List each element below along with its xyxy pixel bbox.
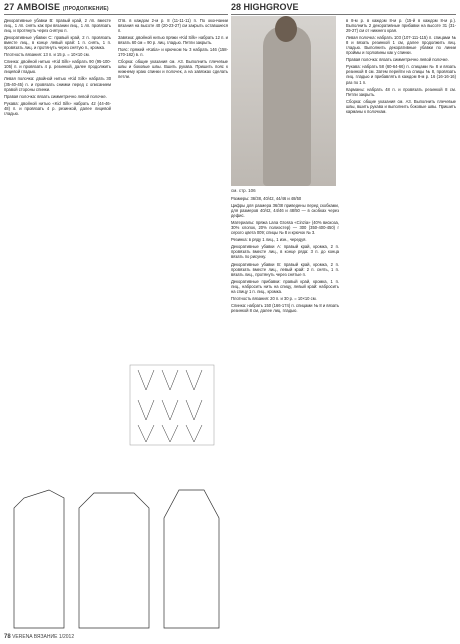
text-column-4 [346, 18, 456, 628]
paragraph: Левая полочка: набрать 103 (107-111-115) п. спицами № 8 и вязать резинкой 1 см, далее продолжить лиц. гладью. Выполнить декоративные убавки по линии проймы и горловины как у спинки. [346, 35, 456, 56]
paragraph: Завязка: двойной нитью пряжи «Kid Silk» набрать 12 п. и вязать 60 см = 90 р. лиц. гладью. Петли закрыть. [118, 35, 228, 46]
pattern-number: 27 [4, 2, 15, 12]
pattern-title: AMBOISE [16, 2, 61, 12]
paragraph: Плотность вязания: 20 п. и 30 р. = 10×10 см. [231, 295, 317, 301]
paragraph: Спинка: набрать 150 (166-174) п. спицами № 8 и вязать резинкой 8 см, далее лиц. гладью. [231, 302, 339, 313]
pattern-number-28: 28 [231, 2, 242, 12]
paragraph: в 8-м р. в каждом 8-м р. (15-й в каждом 8-м р.). Выполнить 2 декоративные прибавки на высоте 31 (31-29-27) см от нижнего края. [346, 18, 456, 34]
paragraph: Плотность вязания: 13 п. и 15 р. = 10×10 см. [4, 52, 90, 58]
pattern-title-28: HIGHGROVE [243, 2, 299, 12]
paragraph: Декоративные убавки В: правый край, кромка, 2 п. провязать вместе лиц., левый край: 2 п. снять, 1 п. вязать лиц., протянуть через снятые п. [231, 261, 339, 277]
paragraph: Цифры для размера 36/38 приведены перед скобками, для размеров 40/42, 44/46 и 48/50 — в скобках через дефис. [231, 203, 339, 219]
paragraph: Размеры: 36/38, 40/42, 44/46 и 48/50 [231, 196, 302, 201]
pattern-27-heading [4, 2, 109, 12]
paragraph: Левая полочка: двойной нитью «Kid Silk» набрать 30 (35-40-45) п. и провязать снимки перед с описанием правой стороны спинки. [4, 76, 111, 92]
paragraph: Декоративные убавки С: правый край, 2 п. провязать вместе лиц., в конце левый край: 1 п. снять, 1 п. провязать лиц. и протянуть через снятую п., кромка. [4, 35, 111, 51]
paragraph: Отв. в каждом 2-м р. 8 (11-11-11) п. По окончании вязания на высоте 40 (20-23-27) см закрыть оставшиеся п. [118, 18, 228, 34]
paragraph: Сборка: общие указания см. А3. Выполнить плечевые швы и боковые швы. Вшить рукава. Пришить пояс к нижнему краю спинки и полочек, а на завязках сделать петли. [118, 59, 228, 80]
paragraph: Карманы: набрать 48 п. и провязать резинкой 8 см. Петли закрыть. [346, 86, 456, 97]
paragraph: Рукава: двойной нитью «Kid Silk» набрать 42 (44-46-48) п. и провязать 4 р. резинкой, далее лицевой гладью. [4, 100, 111, 116]
magazine-name: VERENA ВЯЗАНИЕ 1/2012 [12, 634, 75, 640]
paragraph: Материалы: пряжа Lana Grossa «Cinzia» (40% вискоза, 30% хлопок, 20% полиэстер) — 300 (350-400-450) г серого цвета 009; спицы № 8 и крючок № 3. [231, 220, 339, 236]
text-column-2 [118, 18, 228, 318]
text-column-3 [231, 196, 339, 628]
paragraph: Правая полочка: вязать симметрично левой полочке. [346, 57, 449, 63]
model-figure [263, 26, 311, 186]
photo-caption: см. стр. 106 [231, 188, 256, 193]
paragraph: Правая полочка: вязать симметрично левой полочке. [4, 93, 107, 99]
paragraph: Резинка: в ряду 1 лиц., 1 изн., чередуя. [231, 237, 307, 243]
paragraph: Декоративные убавки В: правый край, 2 лп. вместе лиц., 1 лп. снять как при вязании лиц., 1 лп. провязать лиц. и протянуть через снятую п. [4, 18, 111, 34]
pattern-subtitle: (ПРОДОЛЖЕНИЕ) [62, 6, 109, 12]
paragraph: Рукава: набрать 58 (60-64-66) п. спицами № 8 и вязать резинкой 8 см. Затем перейти на спицы № 8, провязать лиц. гладью и прибавлять в каждом 8-м р. 16 (16-16-16) раз по 1 п. [346, 64, 456, 85]
model-photo [231, 16, 336, 186]
stitch-chart [118, 330, 228, 465]
paragraph: Пояс: пряжей «Katia» и крючком № 3 набрать 146 (158-170-182) в. п. [118, 47, 228, 58]
heading-rule-right [231, 14, 456, 15]
page-footer [4, 634, 74, 640]
page-number: 78 [4, 634, 11, 640]
garment-schematic [4, 478, 228, 638]
heading-rule-left [4, 14, 228, 15]
paragraph: Декоративные прибавки: правый край, кромка, 1 п. лиц., набросить нить на спицу, левый край: набросить на спицу 1 п. лиц., кромка. [231, 278, 339, 294]
paragraph: Декоративные убавки А: правый край, кромка, 2 п. провязать вместе лиц., в конце ряда: 3 п. до конца вязать по рисунку. [231, 244, 339, 260]
paragraph: Сборка: общие указания см. А3. Выполнить плечевые швы, вшить рукава и выполнить боковые швы. Пришить карманы к полочкам. [346, 98, 456, 114]
pattern-28-heading [231, 2, 299, 12]
paragraph: Спинка: двойной нитью «Kid Silk» набрать 90 (95-100-105) п. и провязать 4 р. резинкой, далее продолжить лицевой гладью. [4, 59, 111, 75]
model-head [275, 16, 297, 42]
